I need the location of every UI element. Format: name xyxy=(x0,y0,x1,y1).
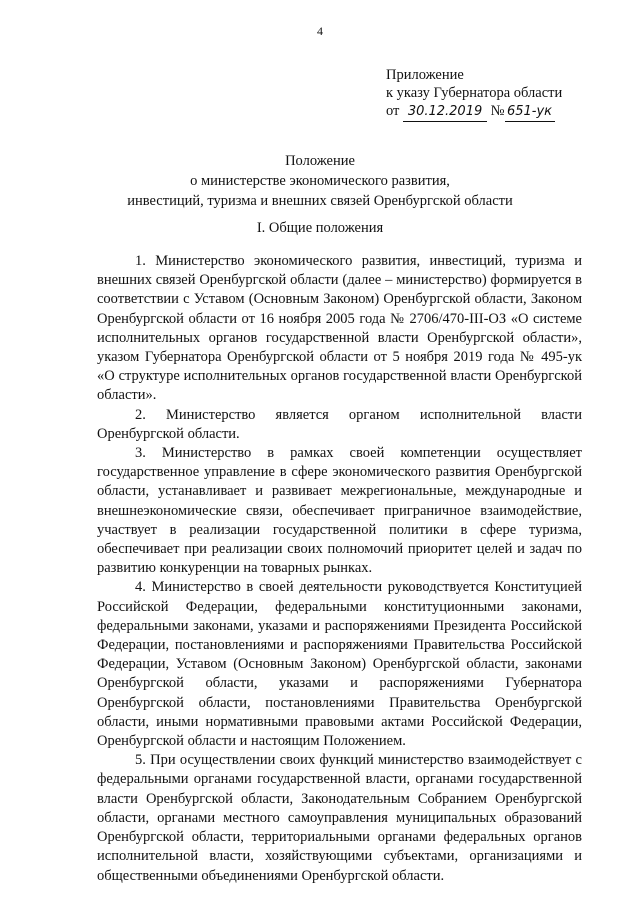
document-body xyxy=(97,252,582,886)
appendix-heading: Приложение xyxy=(386,67,464,83)
paragraph-5: 5. При осуществлении своих функций министерство взаимодействует с федеральными органами государственной власти, органами государственной власти Оренбургской области, Законодательным Собранием Оренбургской области, органами местного самоуправления муниципальных образований Оренбургской области, территориальными органами федеральных органов исполнительной власти, хозяйствующими субъектами, организациями и общественными объединениями Оренбургской области. xyxy=(97,752,582,884)
paragraph-3: 3. Министерство в рамках своей компетенции осуществляет государственное управление в сфере экономического развития Оренбургской области, устанавливает и развивает межрегиональные, международные и внешнеэкономические связи, обеспечивает приграничное взаимодействие, участвует в реализации государственной политики в сфере туризма, обеспечивает при реализации своих полномочий приоритет целей и задач по развитию конкуренции на товарных рынках. xyxy=(97,445,582,577)
paragraph-2: 2. Министерство является органом исполнительной власти Оренбургской области. xyxy=(97,406,582,442)
section-heading: I. Общие положения xyxy=(256,220,384,236)
handwritten-date: 30.12.2019 xyxy=(403,103,487,122)
appendix-date-line xyxy=(386,102,562,122)
appendix-block xyxy=(386,66,562,122)
paragraph-1: 1. Министерство экономического развития, инвестиций, туризма и внешних связей Оренбургской области (далее – министерство) формируется в соответствии с Уставом (Основным Законом) Оренбургской области, Законом Оренбургской области от 16 ноября 2005 года № 2706/470-III-ОЗ «О системе исполнительных органов государственной власти Оренбургской области», указом Губернатора Оренбургской области от 5 ноября 2019 года № 495-ук «О структуре исполнительных органов государственной власти Оренбургской области». xyxy=(97,253,582,404)
title-line-2: о министерстве экономического развития, xyxy=(190,173,450,189)
title-line-1: Положение xyxy=(285,153,355,169)
handwritten-number: 651-ук xyxy=(505,103,555,122)
page-number: 4 xyxy=(317,24,323,38)
title-line-3: инвестиций, туризма и внешних связей Оренбургской области xyxy=(127,193,513,209)
date-prefix: от xyxy=(386,103,400,119)
paragraph-4: 4. Министерство в своей деятельности руководствуется Конституцией Российской Федерации, федеральными конституционными законами, федеральными законами, указами и распоряжениями Президента Российской Федерации, постановлениями и распоряжениями Правительства Российской Федерации, Уставом (Основным Законом) Оренбургской области, законами Оренбургской области, указами и распоряжениями Губернатора Оренбургской области, постановлениями Правительства Оренбургской области, иными нормативными правовыми актами Российской Федерации, Оренбургской области и настоящим Положением. xyxy=(97,579,582,750)
appendix-decree-ref: к указу Губернатора области xyxy=(386,85,563,101)
document-title xyxy=(0,151,640,211)
number-prefix: № xyxy=(490,103,505,119)
